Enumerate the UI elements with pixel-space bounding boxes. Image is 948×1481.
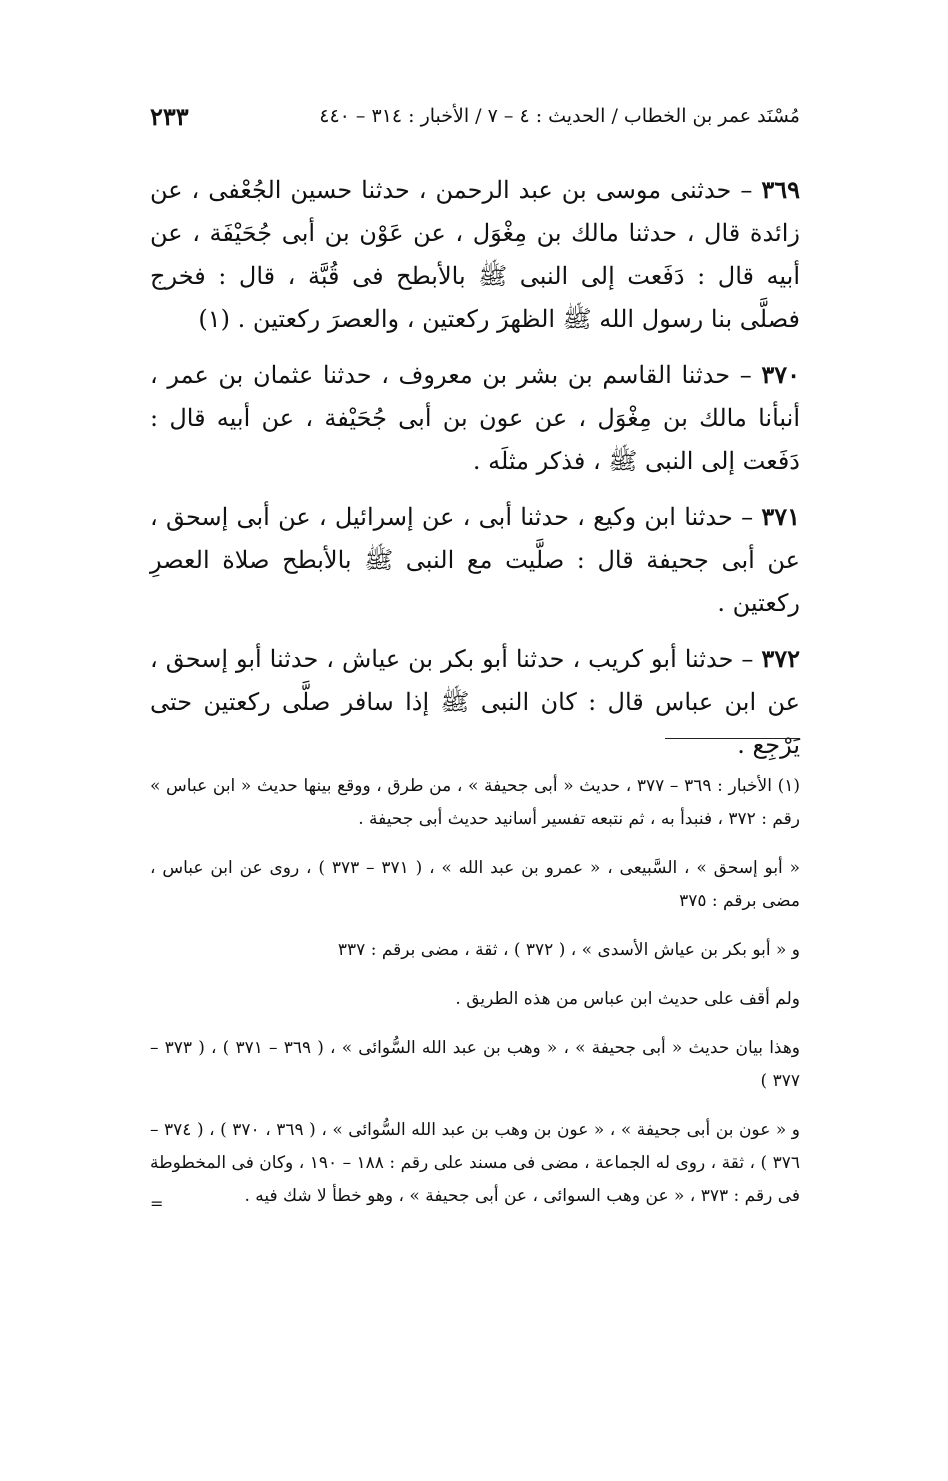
footnote-1: (١) الأخبار : ٣٦٩ – ٣٧٧ ، حديث « أبى جحيفة » ، من طرق ، ووقع بينها حديث « ابن عباس » رقم : ٣٧٢ ، فنبدأ به ، ثم نتبعه تفسير أسانيد حديث أبى جحيفة . xyxy=(150,776,800,829)
hadith-371 xyxy=(150,495,800,625)
hadith-text: – حدثنا ابن وكيع ، حدثنا أبى ، عن إسرائيل ، عن أبى إسحق ، عن أبى جحيفة قال : صلَّيت مع النبى ﷺ بالأبطح صلاة العصرِ ركعتين . xyxy=(150,503,800,617)
footnotes xyxy=(150,770,800,1229)
hadith-369 xyxy=(150,168,800,341)
page-number: ٢٣٣ xyxy=(150,101,189,131)
hadith-number: ٣٦٩ xyxy=(761,175,800,204)
running-title: مُسْنَد عمر بن الخطاب / الحديث : ٤ – ٧ / الأخبار : ٣١٤ – ٤٤٠ xyxy=(319,105,800,127)
footnote-awn: و « عون بن أبى جحيفة » ، « عون بن وهب بن عبد الله السُّوائى » ، ( ٣٦٩ ، ٣٧٠ ) ، ( ٣٧٤ – ٣٧٦ ) ، ثقة ، روى له الجماعة ، مضى فى مسند على رقم : ١٨٨ – ١٩٠ ، وكان فى المخطوطة فى رقم : ٣٧٣ ، « عن وهب السوائى ، عن أبى جحيفة » ، وهو خطأ لا شك فيه . xyxy=(150,1120,801,1206)
footnote-abu-bakr: و « أبو بكر بن عياش الأسدى » ، ( ٣٧٢ ) ، ثقة ، مضى برقم : ٣٣٧ xyxy=(337,940,800,960)
footnote-abu-ishaq: « أبو إسحق » ، السَّبيعى ، « عمرو بن عبد الله » ، ( ٣٧١ – ٣٧٣ ) ، روى عن ابن عباس ، مضى برقم : ٣٧٥ xyxy=(150,858,801,911)
continuation-mark: = xyxy=(150,1194,164,1213)
footnote-note: ولم أقف على حديث ابن عباس من هذه الطريق . xyxy=(455,989,800,1009)
hadith-text: – حدثنا القاسم بن بشر بن معروف ، حدثنا عثمان بن عمر ، أنبأنا مالك بن مِغْوَل ، عن عون بن أبى جُحَيْفة ، عن أبيه قال : دَفَعت إلى النبى ﷺ ، فذكر مثلَه . xyxy=(150,361,800,475)
hadith-number: ٣٧١ xyxy=(761,502,800,531)
hadith-text: – حدثنى موسى بن عبد الرحمن ، حدثنا حسين الجُعْفى ، عن زائدة قال ، حدثنا مالك بن مِغْوَل ، عن عَوْن بن أبى جُحَيْفَة ، عن أبيه قال : دَفَعت إلى النبى ﷺ بالأبطح فى قُبَّة ، قال : فخرج فصلَّى بنا رسول الله ﷺ الظهرَ ركعتين ، والعصرَ ركعتين . (١) xyxy=(150,176,800,333)
footnote-separator xyxy=(665,738,800,739)
hadith-text: – حدثنا أبو كريب ، حدثنا أبو بكر بن عياش ، حدثنا أبو إسحق ، عن ابن عباس قال : كان النبى ﷺ إذا سافر صلَّى ركعتين حتى يَرْجِع . xyxy=(150,645,800,759)
footnote-awn-block xyxy=(150,1114,800,1213)
hadith-number: ٣٧٠ xyxy=(761,360,800,389)
hadith-number: ٣٧٢ xyxy=(761,644,800,673)
footnote-abu-juhayfa: وهذا بيان حديث « أبى جحيفة » ، « وهب بن عبد الله السُّوائى » ، ( ٣٦٩ – ٣٧١ ) ، ( ٣٧٣ – ٣٧٧ ) xyxy=(150,1038,801,1091)
hadith-370 xyxy=(150,353,800,483)
page-header xyxy=(150,98,800,134)
hadith-372 xyxy=(150,637,800,767)
main-text xyxy=(150,168,800,779)
